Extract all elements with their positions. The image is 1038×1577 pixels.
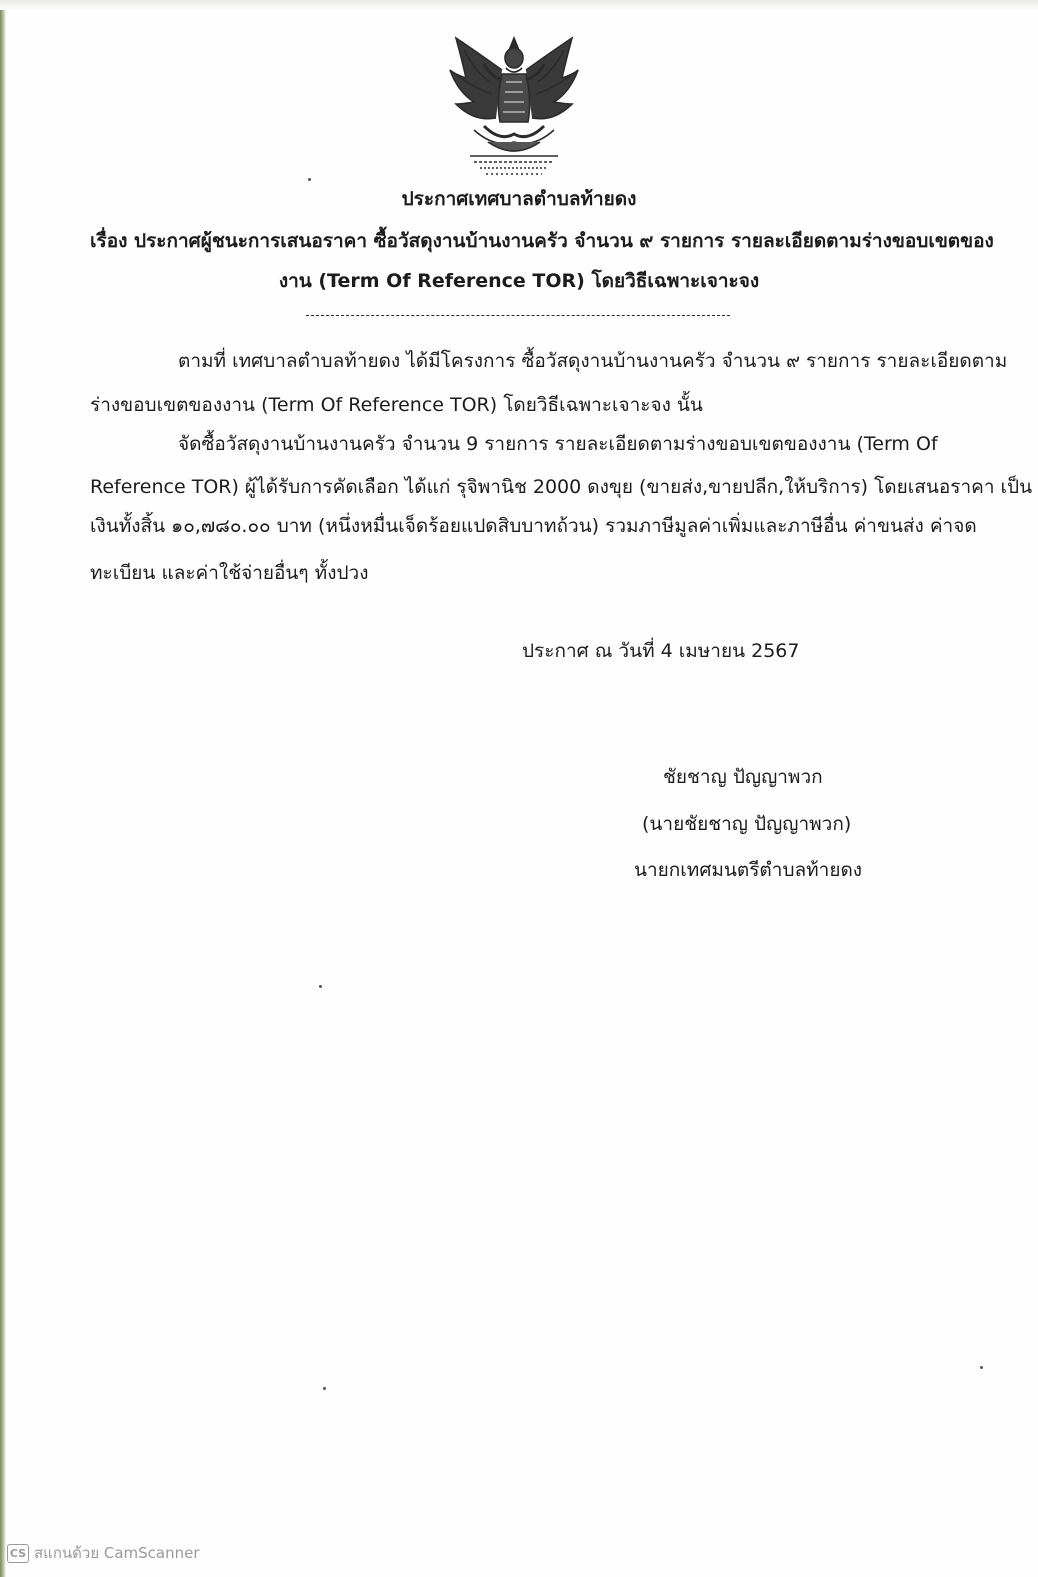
- camscanner-text: สแกนด้วย CamScanner: [34, 1544, 200, 1562]
- signatory-full-name: (นายชัยชาญ ปัญญาพวก): [642, 813, 852, 835]
- page-shadow-edge: [0, 0, 6, 1577]
- paragraph-1-line-1: ตามที่ เทศบาลตำบลท้ายดง ได้มีโครงการ ซื้อวัสดุงานบ้านงานครัว จำนวน ๙ รายการ รายละเอียดตาม: [178, 350, 1008, 372]
- garuda-emblem-icon: [444, 30, 584, 180]
- announce-date: ประกาศ ณ วันที่ 4 เมษายน 2567: [522, 640, 800, 662]
- subject-line-2: งาน (Term Of Reference TOR) โดยวิธีเฉพาะเจาะจง: [278, 270, 760, 292]
- scan-speck: [980, 1366, 983, 1369]
- signatory-position: นายกเทศมนตรีตำบลท้ายดง: [634, 859, 863, 881]
- paragraph-1-line-2: ร่างขอบเขตของงาน (Term Of Reference TOR) โดยวิธีเฉพาะเจาะจง นั้น: [90, 394, 703, 416]
- camscanner-logo-icon: CS: [7, 1544, 29, 1563]
- scan-speck: [323, 1387, 326, 1390]
- page-top-edge: [0, 0, 1038, 10]
- paragraph-2-line-4: ทะเบียน และค่าใช้จ่ายอื่นๆ ทั้งปวง: [90, 562, 369, 584]
- subject-line-1: เรื่อง ประกาศผู้ชนะการเสนอราคา ซื้อวัสดุงานบ้านงานครัว จำนวน ๙ รายการ รายละเอียดตามร่างขอบเขตของ: [90, 230, 994, 252]
- scan-speck: [308, 178, 311, 181]
- document-title: ประกาศเทศบาลตำบลท้ายดง: [401, 188, 637, 210]
- paragraph-2-line-1: จัดซื้อวัสดุงานบ้านงานครัว จำนวน 9 รายการ รายละเอียดตามร่างขอบเขตของงาน (Term Of: [178, 433, 938, 455]
- scan-speck: [319, 985, 322, 988]
- signature-name: ชัยชาญ ปัญญาพวก: [663, 766, 823, 788]
- paragraph-2-line-2: Reference TOR) ผู้ได้รับการคัดเลือก ได้แก่ รุจิพานิช 2000 ดงขุย (ขายส่ง,ขายปลีก,ให้บริการ) โดยเสนอราคา เป็น: [90, 476, 1033, 498]
- divider-line: [306, 315, 730, 316]
- paragraph-2-line-3: เงินทั้งสิ้น ๑๐,๗๘๐.๐๐ บาท (หนึ่งหมื่นเจ็ดร้อยแปดสิบบาทถ้วน) รวมภาษีมูลค่าเพิ่มและภาษีอื่น ค่าขนส่ง ค่าจด: [90, 515, 977, 537]
- camscanner-watermark: [7, 1541, 200, 1565]
